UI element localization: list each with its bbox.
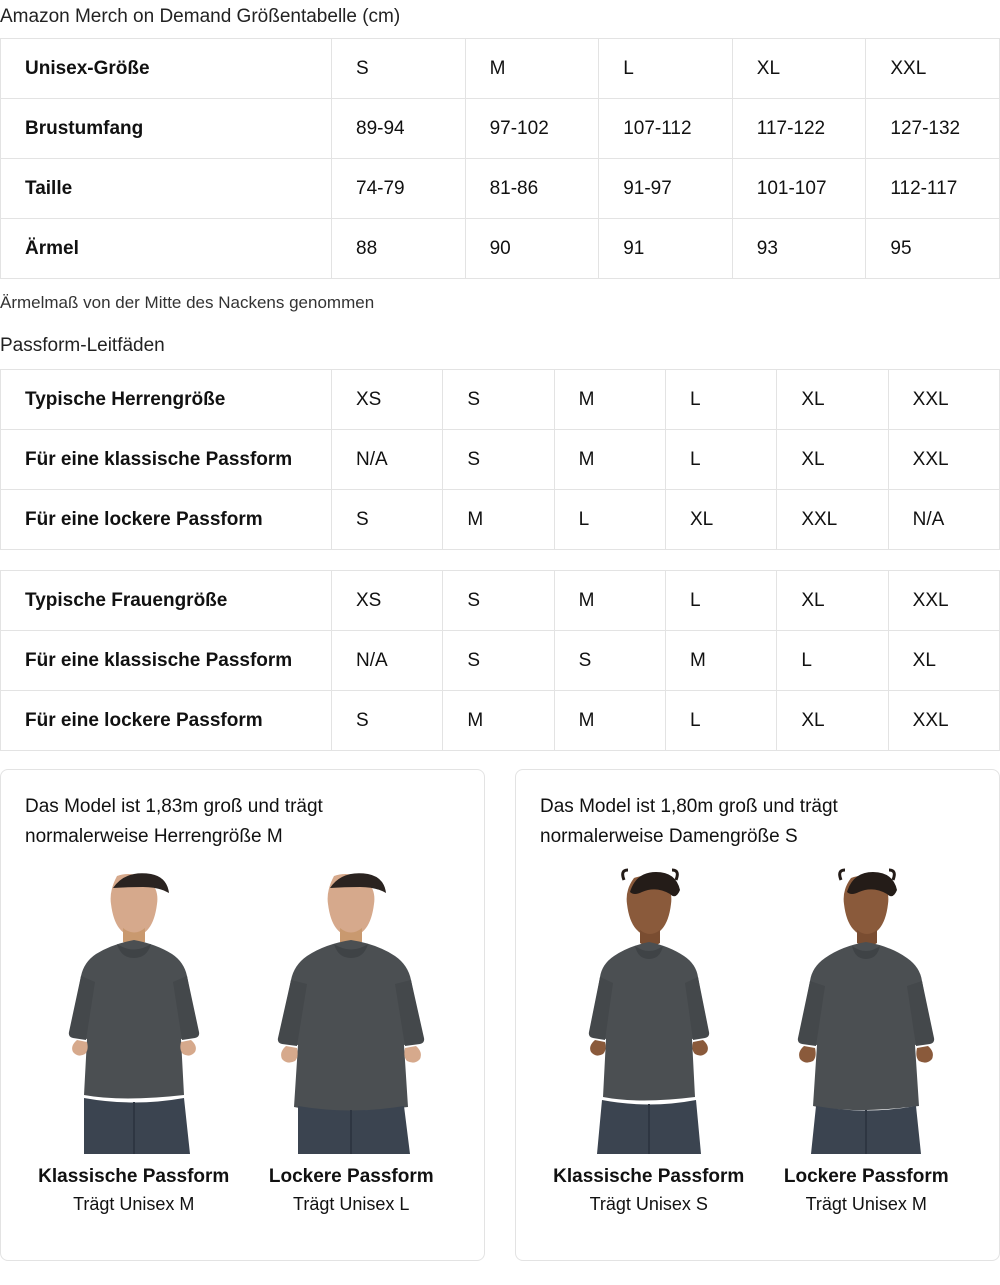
row-label — [1, 691, 332, 751]
value-text: S — [467, 388, 481, 410]
row-value — [554, 370, 665, 430]
figure-label-relaxed — [758, 1166, 976, 1215]
row-value — [866, 39, 1000, 99]
value-text: XL — [801, 388, 825, 410]
table-row — [1, 691, 1000, 751]
row-label-text: Ärmel — [25, 237, 79, 259]
figure-relaxed-fit — [243, 868, 461, 1158]
row-value — [777, 430, 888, 490]
figure-subtitle: Trägt Unisex M — [805, 1194, 927, 1214]
row-label — [1, 490, 332, 550]
value-text: XXL — [912, 388, 949, 410]
value-text: 117-122 — [756, 117, 826, 139]
row-value — [777, 691, 888, 751]
table-row — [1, 370, 1000, 430]
value-text: L — [689, 388, 701, 410]
value-text: 81-86 — [489, 177, 539, 199]
row-value — [599, 39, 733, 99]
value-text: 127-132 — [890, 117, 961, 139]
value-text: 107-112 — [623, 117, 692, 139]
table-row — [1, 99, 1000, 159]
value-text: L — [689, 709, 701, 731]
row-value — [866, 219, 1000, 279]
figure-title: Klassische Passform — [553, 1166, 745, 1187]
value-text: L — [801, 649, 812, 671]
row-label-text: Typische Herrengröße — [25, 388, 226, 410]
value-text: L — [689, 589, 701, 611]
row-label — [1, 571, 332, 631]
model-card-mens — [0, 769, 485, 1261]
row-label — [1, 219, 332, 279]
table-row — [1, 631, 1000, 691]
row-value — [332, 571, 443, 631]
row-label — [1, 159, 332, 219]
fit-guides-label: Passform-Leitfäden — [0, 335, 165, 356]
value-text: S — [356, 57, 369, 79]
row-label-text: Taille — [25, 177, 73, 199]
value-text: 91 — [623, 237, 645, 259]
row-value — [443, 691, 554, 751]
row-label-text: Unisex-Größe — [25, 57, 150, 79]
row-value — [554, 571, 665, 631]
row-value — [332, 219, 466, 279]
value-text: M — [467, 508, 484, 530]
value-text: XL — [801, 709, 825, 731]
value-text: XXL — [912, 709, 949, 731]
row-value — [443, 370, 554, 430]
value-text: XXL — [890, 57, 927, 79]
female-model-classic-fit-illustration — [554, 868, 744, 1158]
model-figures — [25, 858, 460, 1158]
figure-title: Klassische Passform — [38, 1166, 230, 1187]
value-text: M — [578, 388, 595, 410]
table-row — [1, 219, 1000, 279]
row-value — [665, 691, 776, 751]
value-text: N/A — [356, 649, 388, 671]
value-text: S — [356, 709, 369, 731]
model-caption-line2: normalerweise Herrengröße M — [25, 826, 283, 847]
figure-subtitle: Trägt Unisex S — [589, 1194, 708, 1214]
row-label-text: Für eine klassische Passform — [25, 649, 293, 671]
figure-classic-fit — [540, 868, 758, 1158]
figure-label-relaxed — [243, 1166, 461, 1215]
value-text: 97-102 — [489, 117, 549, 139]
value-text: S — [467, 448, 481, 470]
row-value — [866, 159, 1000, 219]
row-value — [866, 99, 1000, 159]
row-value — [888, 370, 999, 430]
model-caption-line2: normalerweise Damengröße S — [540, 826, 798, 847]
value-text: 101-107 — [756, 177, 827, 199]
row-value — [599, 159, 733, 219]
row-value — [777, 631, 888, 691]
row-value — [665, 370, 776, 430]
row-value — [888, 631, 999, 691]
figure-subtitle: Trägt Unisex L — [293, 1194, 410, 1214]
table-spacer — [0, 550, 1000, 570]
page-title: Amazon Merch on Demand Größentabelle (cm) — [0, 6, 401, 27]
model-cards-row — [0, 769, 1000, 1261]
figure-classic-fit — [25, 868, 243, 1158]
value-text: XL — [801, 448, 825, 470]
row-label-text: Brustumfang — [25, 117, 144, 139]
value-text: M — [578, 448, 595, 470]
row-value — [665, 571, 776, 631]
value-text: L — [578, 508, 590, 530]
row-value — [332, 490, 443, 550]
value-text: XL — [801, 589, 825, 611]
row-label — [1, 39, 332, 99]
sleeve-measurement-note: Ärmelmaß von der Mitte des Nackens genommen — [0, 293, 375, 312]
figure-title: Lockere Passform — [268, 1166, 434, 1187]
value-text: L — [623, 57, 634, 79]
row-value — [554, 430, 665, 490]
figure-title: Lockere Passform — [783, 1166, 949, 1187]
table-row — [1, 430, 1000, 490]
row-value — [777, 370, 888, 430]
size-table — [0, 38, 1000, 279]
row-label-text: Für eine lockere Passform — [25, 709, 263, 731]
row-value — [777, 571, 888, 631]
row-value — [332, 631, 443, 691]
value-text: 89-94 — [356, 117, 405, 139]
value-text: M — [467, 709, 484, 731]
row-value — [554, 691, 665, 751]
value-text: 93 — [756, 237, 778, 259]
value-text: N/A — [356, 448, 388, 470]
row-value — [732, 39, 866, 99]
table-row — [1, 571, 1000, 631]
row-value — [443, 430, 554, 490]
value-text: 90 — [489, 237, 511, 259]
table-row — [1, 490, 1000, 550]
figure-labels — [25, 1166, 460, 1215]
row-value — [599, 99, 733, 159]
row-value — [332, 370, 443, 430]
row-value — [465, 159, 599, 219]
row-value — [665, 430, 776, 490]
value-text: 95 — [890, 237, 912, 259]
row-label-text: Für eine lockere Passform — [25, 508, 263, 530]
value-text: XXL — [912, 448, 949, 470]
row-value — [888, 691, 999, 751]
row-value — [665, 631, 776, 691]
value-text: S — [356, 508, 369, 530]
figure-label-classic — [540, 1166, 758, 1215]
value-text: 91-97 — [623, 177, 672, 199]
figure-labels — [540, 1166, 975, 1215]
row-label — [1, 370, 332, 430]
row-value — [888, 430, 999, 490]
row-value — [443, 571, 554, 631]
value-text: S — [467, 649, 481, 671]
male-model-classic-fit-illustration — [39, 868, 229, 1158]
row-value — [888, 571, 999, 631]
row-value — [332, 159, 466, 219]
model-caption-line1: Das Model ist 1,83m groß und trägt — [25, 796, 323, 817]
value-text: XL — [689, 508, 714, 530]
value-text: N/A — [912, 508, 945, 530]
model-card-womens — [515, 769, 1000, 1261]
male-model-relaxed-fit-illustration — [256, 868, 446, 1158]
value-text: 88 — [356, 237, 378, 259]
figure-relaxed-fit — [758, 868, 976, 1158]
womens-fit-table — [0, 570, 1000, 751]
value-text: M — [489, 57, 506, 79]
value-text: XL — [912, 649, 936, 671]
row-value — [732, 99, 866, 159]
row-label-text: Typische Frauengröße — [25, 589, 228, 611]
row-value — [554, 490, 665, 550]
row-label-text: Für eine klassische Passform — [25, 448, 293, 470]
value-text: XXL — [801, 508, 838, 530]
model-figures — [540, 858, 975, 1158]
value-text: XL — [756, 57, 781, 79]
figure-subtitle: Trägt Unisex M — [73, 1194, 195, 1214]
row-value — [332, 691, 443, 751]
row-value — [554, 631, 665, 691]
row-value — [332, 99, 466, 159]
row-value — [465, 99, 599, 159]
row-value — [732, 159, 866, 219]
row-value — [443, 490, 554, 550]
row-label — [1, 99, 332, 159]
row-value — [599, 219, 733, 279]
value-text: S — [467, 589, 481, 611]
row-value — [443, 631, 554, 691]
value-text: XXL — [912, 589, 949, 611]
value-text: 74-79 — [356, 177, 405, 199]
row-value — [888, 490, 999, 550]
row-value — [332, 430, 443, 490]
model-caption — [25, 792, 460, 852]
model-caption-line1: Das Model ist 1,80m groß und trägt — [540, 796, 838, 817]
row-value — [465, 219, 599, 279]
value-text: XS — [356, 589, 382, 611]
row-value — [732, 219, 866, 279]
female-model-relaxed-fit-illustration — [771, 868, 961, 1158]
row-value — [332, 39, 466, 99]
table-row — [1, 39, 1000, 99]
value-text: XS — [356, 388, 382, 410]
value-text: 112-117 — [890, 177, 958, 199]
figure-label-classic — [25, 1166, 243, 1215]
value-text: M — [578, 589, 595, 611]
value-text: M — [689, 649, 706, 671]
row-value — [465, 39, 599, 99]
row-label — [1, 430, 332, 490]
value-text: L — [689, 448, 701, 470]
mens-fit-table — [0, 369, 1000, 550]
row-value — [777, 490, 888, 550]
value-text: M — [578, 709, 595, 731]
model-caption — [540, 792, 975, 852]
row-label — [1, 631, 332, 691]
row-value — [665, 490, 776, 550]
table-row — [1, 159, 1000, 219]
value-text: S — [578, 649, 592, 671]
